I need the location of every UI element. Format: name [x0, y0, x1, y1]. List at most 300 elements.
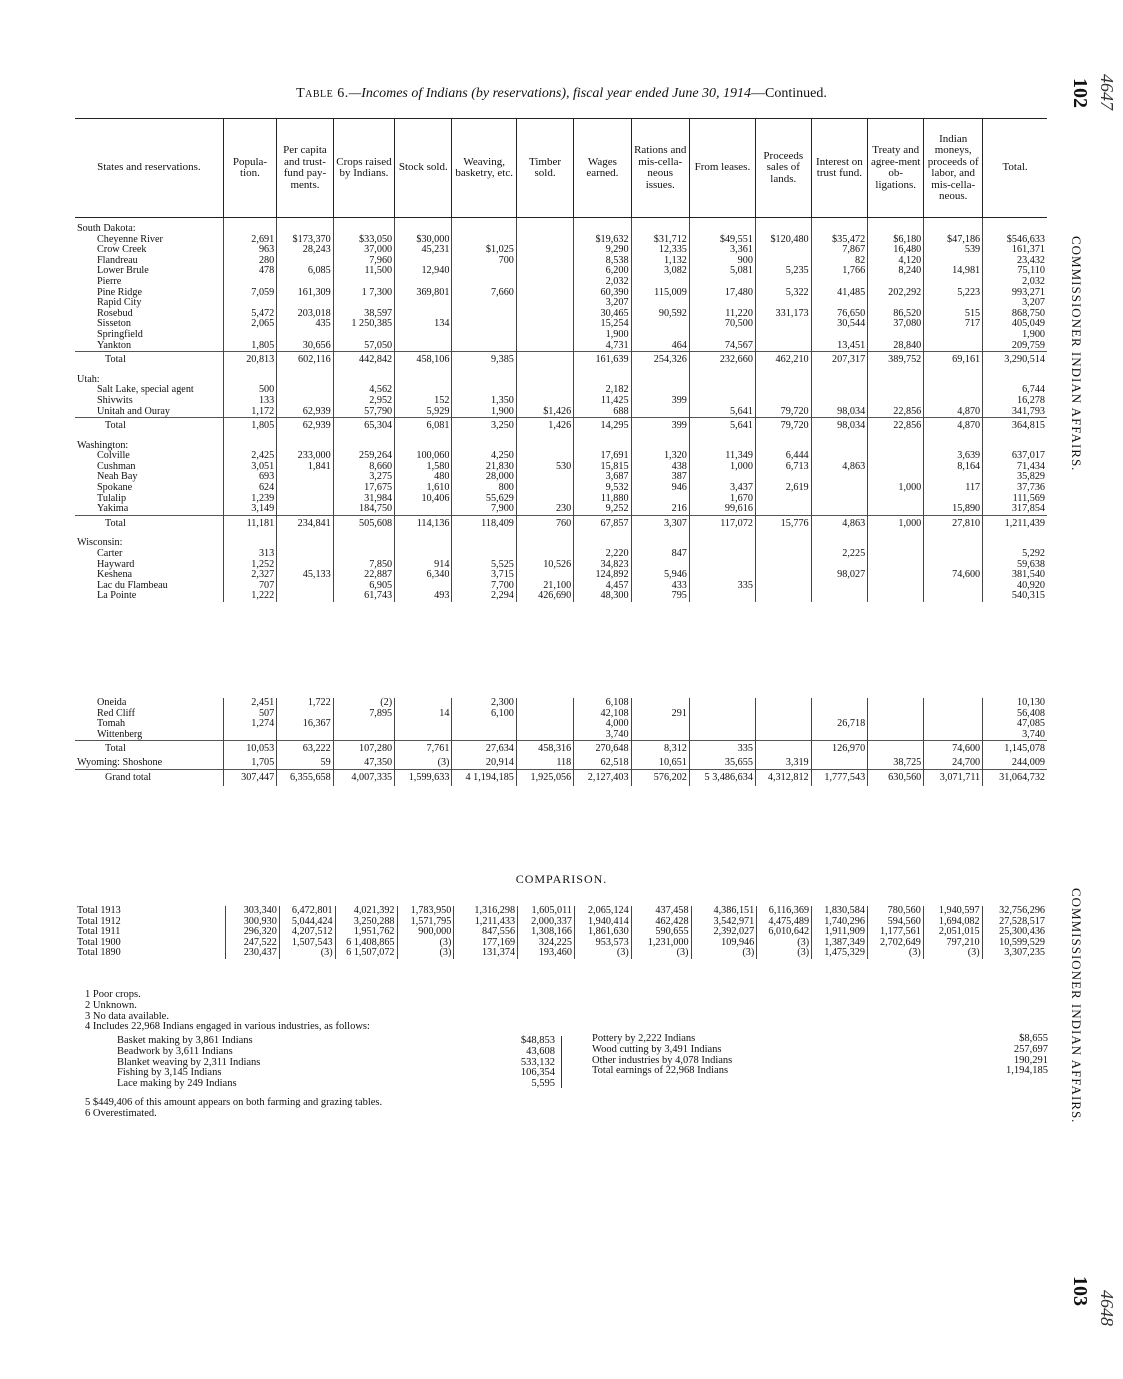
- table-cell: [755, 385, 811, 396]
- table-cell: [868, 277, 924, 288]
- table-cell: 478: [223, 266, 276, 277]
- table-cell: 152: [395, 396, 452, 407]
- table-cell: 1,694,082: [923, 917, 982, 928]
- table-cell: 1,350: [452, 396, 516, 407]
- table-cell: [452, 298, 516, 309]
- table-cell: [924, 396, 983, 407]
- table-cell: 1,900: [983, 330, 1047, 341]
- table-cell: 107,280: [333, 741, 394, 758]
- table-cell: [277, 330, 334, 341]
- table-cell: 296,320: [226, 927, 280, 938]
- table-cell: 4,731: [574, 341, 631, 352]
- table-cell: [277, 396, 334, 407]
- reservation-name: Neah Bay: [97, 471, 138, 483]
- table-cell: 760: [516, 515, 573, 532]
- table-cell: [924, 532, 983, 549]
- table-cell: 12,335: [631, 245, 689, 256]
- table-cell: [689, 698, 755, 709]
- table-cell: 539: [924, 245, 983, 256]
- state-name: Wisconsin:: [77, 537, 123, 549]
- table-cell: [689, 532, 755, 549]
- reservation-name: Wyoming: Shoshone: [77, 756, 163, 768]
- table-cell: 2,702,649: [867, 938, 923, 949]
- table-cell: [689, 218, 755, 235]
- table-cell: 630,560: [868, 769, 924, 786]
- reservation-name: Shivwits: [97, 394, 133, 406]
- table-cell: 9,252: [574, 504, 631, 515]
- industry-value: 257,697: [1013, 1043, 1048, 1055]
- table-cell: [868, 698, 924, 709]
- table-cell: 57,050: [333, 341, 394, 352]
- table-cell: 8,240: [868, 266, 924, 277]
- industry-label: Fishing by 3,145 Indians: [117, 1067, 222, 1079]
- table-cell: 1,387,349: [812, 938, 868, 949]
- table-cell: [868, 462, 924, 473]
- table-cell: 1,571,795: [397, 917, 454, 928]
- table-cell: 2,425: [223, 451, 276, 462]
- table-cell: [395, 277, 452, 288]
- table-cell: 442,842: [333, 352, 394, 369]
- table-cell: 6,713: [755, 462, 811, 473]
- table-cell: 717: [924, 319, 983, 330]
- industry-value: 106,354: [520, 1067, 555, 1079]
- table-cell: 590,655: [631, 927, 691, 938]
- table-cell: 25,300,436: [982, 927, 1047, 938]
- table-cell: [631, 319, 689, 330]
- table-cell: 109,946: [691, 938, 757, 949]
- table-cell: 5 3,486,634: [689, 769, 755, 786]
- table-cell: 11,500: [333, 266, 394, 277]
- page-number-bottom: 103: [1069, 1276, 1091, 1306]
- table-cell: 203,018: [277, 309, 334, 320]
- table-cell: [516, 288, 573, 299]
- table-cell: [631, 435, 689, 452]
- table-row: [75, 319, 1047, 330]
- table-cell: 79,720: [755, 418, 811, 435]
- table-cell: 1,740,296: [812, 917, 868, 928]
- table-cell: (3): [691, 948, 757, 959]
- reservation-name: Wittenberg: [97, 728, 143, 740]
- table-cell: 2,619: [755, 483, 811, 494]
- table-cell: [811, 330, 868, 341]
- table-cell: [277, 730, 334, 741]
- table-cell: 5,292: [983, 549, 1047, 560]
- table-cell: 1,000: [868, 483, 924, 494]
- industry-value: 1,194,185: [1006, 1065, 1048, 1077]
- table-cell: [516, 256, 573, 267]
- table-row: [75, 288, 1047, 299]
- table-body: [75, 218, 1047, 787]
- reservation-name: Keshena: [97, 569, 133, 581]
- table-cell: [333, 277, 394, 288]
- table-cell: [277, 218, 334, 235]
- table-cell: 3,715: [452, 570, 516, 581]
- table-cell: [868, 730, 924, 741]
- table-cell: 7,867: [811, 245, 868, 256]
- table-cell: 2,327: [223, 570, 276, 581]
- table-cell: 5,044,424: [279, 917, 335, 928]
- table-cell: (3): [397, 938, 454, 949]
- table-row: [75, 385, 1047, 396]
- footnotes-lower: [85, 1098, 382, 1120]
- table-cell: 98,034: [811, 418, 868, 435]
- comparison-name: Total 1911: [77, 926, 121, 938]
- table-cell: 3,687: [574, 472, 631, 483]
- column-header: Timber sold.: [516, 119, 573, 218]
- industry-label: Lace making by 249 Indians: [117, 1078, 237, 1090]
- table-cell: 45,133: [277, 570, 334, 581]
- table-cell: [811, 396, 868, 407]
- table-cell: [452, 435, 516, 452]
- table-cell: [516, 435, 573, 452]
- table-cell: [395, 341, 452, 352]
- table-cell: 458,106: [395, 352, 452, 369]
- table-cell: [452, 218, 516, 235]
- table-cell: 10,651: [631, 758, 689, 769]
- table-cell: [516, 266, 573, 277]
- table-cell: 1,940,597: [923, 906, 982, 917]
- table-cell: 61,743: [333, 591, 394, 602]
- table-cell: 3,437: [689, 483, 755, 494]
- table-cell: 405,049: [983, 319, 1047, 330]
- table-cell: 3,307: [631, 515, 689, 532]
- table-cell: 1,475,329: [812, 948, 868, 959]
- table-cell: 4,863: [811, 515, 868, 532]
- table-cell: 111,569: [983, 494, 1047, 505]
- table-cell: 1,805: [223, 418, 276, 435]
- table-cell: 6 1,408,865: [335, 938, 397, 949]
- column-header: Per capita and trust-fund pay-ments.: [277, 119, 334, 218]
- table-cell: 117: [924, 483, 983, 494]
- column-header: From leases.: [689, 119, 755, 218]
- table-cell: 530: [516, 462, 573, 473]
- table-cell: 1,599,633: [395, 769, 452, 786]
- industry-value: $8,655: [1019, 1033, 1048, 1044]
- table-cell: 74,600: [924, 741, 983, 758]
- table-cell: [452, 309, 516, 320]
- table-cell: [868, 504, 924, 515]
- table-cell: [689, 369, 755, 386]
- table-cell: 291: [631, 709, 689, 720]
- table-cell: [755, 591, 811, 602]
- table-cell: [811, 532, 868, 549]
- table-cell: 10,599,529: [982, 938, 1047, 949]
- table-cell: 693: [223, 472, 276, 483]
- table-cell: [277, 494, 334, 505]
- industry-label: Total earnings of 22,968 Indians: [592, 1065, 729, 1077]
- table-cell: 6,010,642: [757, 927, 812, 938]
- table-cell: 32,756,296: [982, 906, 1047, 917]
- table-cell: 62,518: [574, 758, 631, 769]
- table-cell: [755, 245, 811, 256]
- table-cell: [924, 730, 983, 741]
- table-cell: 3,082: [631, 266, 689, 277]
- table-cell: 2,451: [223, 698, 276, 709]
- reservation-name: Total: [75, 418, 223, 435]
- table-cell: [689, 396, 755, 407]
- table-cell: 1,316,298: [454, 906, 518, 917]
- table-cell: 114,136: [395, 515, 452, 532]
- table-cell: 6,905: [333, 581, 394, 592]
- table-cell: 21,830: [452, 462, 516, 473]
- table-cell: 161,371: [983, 245, 1047, 256]
- table-cell: 1,172: [223, 407, 276, 418]
- table-cell: 55,629: [452, 494, 516, 505]
- table-cell: 2,032: [983, 277, 1047, 288]
- table-cell: (3): [923, 948, 982, 959]
- table-cell: 1,231,000: [631, 938, 691, 949]
- table-cell: $546,633: [983, 235, 1047, 246]
- table-cell: 232,660: [689, 352, 755, 369]
- table-cell: [868, 709, 924, 720]
- table-cell: $1,426: [516, 407, 573, 418]
- table-cell: 270,648: [574, 741, 631, 758]
- table-cell: 133: [223, 396, 276, 407]
- table-cell: 259,264: [333, 451, 394, 462]
- table-cell: 1,777,543: [811, 769, 868, 786]
- table-cell: 59: [277, 758, 334, 769]
- table-cell: 15,776: [755, 515, 811, 532]
- table-cell: [223, 369, 276, 386]
- table-cell: 2,294: [452, 591, 516, 602]
- table-cell: 3,542,971: [691, 917, 757, 928]
- table-cell: 700: [452, 256, 516, 267]
- table-cell: [516, 330, 573, 341]
- table-cell: 37,736: [983, 483, 1047, 494]
- table-cell: 5,641: [689, 407, 755, 418]
- table-cell: [395, 369, 452, 386]
- table-cell: 15,254: [574, 319, 631, 330]
- table-cell: 202,292: [868, 288, 924, 299]
- table-cell: 300,930: [226, 917, 280, 928]
- table-cell: 75,110: [983, 266, 1047, 277]
- table-cell: 914: [395, 560, 452, 571]
- table-cell: [452, 341, 516, 352]
- table-cell: 59,638: [983, 560, 1047, 571]
- table-cell: [516, 235, 573, 246]
- table-cell: 27,528,517: [982, 917, 1047, 928]
- table-cell: 3,319: [755, 758, 811, 769]
- comparison-title: COMPARISON.: [515, 872, 608, 886]
- table-cell: [924, 369, 983, 386]
- table-cell: 41,485: [811, 288, 868, 299]
- table-row: [75, 698, 1047, 709]
- table-cell: 900: [689, 256, 755, 267]
- comparison-row: [75, 948, 1047, 959]
- table-cell: [689, 560, 755, 571]
- table-cell: 507: [223, 709, 276, 720]
- table-cell: 493: [395, 591, 452, 602]
- table-cell: [516, 298, 573, 309]
- table-cell: 1,830,584: [812, 906, 868, 917]
- table-cell: 3,207: [574, 298, 631, 309]
- comparison-name: Total 1912: [77, 915, 121, 927]
- table-cell: 1,605,011: [518, 906, 575, 917]
- table-cell: 847: [631, 549, 689, 560]
- table-cell: 14,295: [574, 418, 631, 435]
- table-cell: [516, 472, 573, 483]
- table-cell: 399: [631, 396, 689, 407]
- table-cell: [516, 709, 573, 720]
- table-cell: 16,278: [983, 396, 1047, 407]
- table-cell: [868, 549, 924, 560]
- table-cell: [811, 277, 868, 288]
- table-cell: 244,009: [983, 758, 1047, 769]
- table-cell: 1,940,414: [574, 917, 631, 928]
- industry-label: Other industries by 4,078 Indians: [592, 1054, 733, 1066]
- table-cell: 12,940: [395, 266, 452, 277]
- table-cell: 515: [924, 309, 983, 320]
- table-cell: 1,766: [811, 266, 868, 277]
- table-cell: [631, 330, 689, 341]
- table-cell: 79,720: [755, 407, 811, 418]
- table-cell: [631, 218, 689, 235]
- table-cell: [755, 330, 811, 341]
- table-cell: 10,526: [516, 560, 573, 571]
- table-cell: $6,180: [868, 235, 924, 246]
- table-cell: [755, 532, 811, 549]
- table-cell: 5,081: [689, 266, 755, 277]
- reservation-name: Pine Ridge: [97, 286, 142, 298]
- table-cell: [574, 435, 631, 452]
- table-cell: 1,426: [516, 418, 573, 435]
- table-cell: [631, 369, 689, 386]
- table-cell: [516, 719, 573, 730]
- table-cell: 4,870: [924, 407, 983, 418]
- table-cell: $173,370: [277, 235, 334, 246]
- table-cell: 500: [223, 385, 276, 396]
- table-cell: 28,840: [868, 341, 924, 352]
- table-cell: 1,861,630: [574, 927, 631, 938]
- table-cell: [811, 435, 868, 452]
- table-cell: 6,200: [574, 266, 631, 277]
- table-cell: 3,071,711: [924, 769, 983, 786]
- comparison-name: Total 1890: [77, 947, 121, 959]
- table-cell: 1,610: [395, 483, 452, 494]
- table-cell: 4,562: [333, 385, 394, 396]
- table-cell: [333, 330, 394, 341]
- column-header: Proceeds sales of lands.: [755, 119, 811, 218]
- table-cell: (3): [867, 948, 923, 959]
- table-cell: [924, 330, 983, 341]
- table-cell: [755, 570, 811, 581]
- table-row: [75, 266, 1047, 277]
- table-cell: [452, 730, 516, 741]
- table-cell: [516, 483, 573, 494]
- industry-label: Wood cutting by 3,491 Indians: [592, 1043, 722, 1055]
- table-cell: 11,220: [689, 309, 755, 320]
- table-cell: 4,475,489: [757, 917, 812, 928]
- table-cell: 22,856: [868, 407, 924, 418]
- column-header: Rations and mis-cella-neous issues.: [631, 119, 689, 218]
- table-cell: 900,000: [397, 927, 454, 938]
- table-cell: 63,222: [277, 741, 334, 758]
- table-cell: [631, 532, 689, 549]
- reservation-name: Total: [75, 515, 223, 532]
- table-cell: 797,210: [923, 938, 982, 949]
- table-cell: 20,813: [223, 352, 276, 369]
- table-cell: 2,225: [811, 549, 868, 560]
- reservation-name: Total: [75, 741, 223, 758]
- footnote-2: 2 Unknown.: [85, 999, 137, 1011]
- column-header: Wages earned.: [574, 119, 631, 218]
- table-cell: 69,161: [924, 352, 983, 369]
- table-cell: 37,000: [333, 245, 394, 256]
- table-cell: [924, 698, 983, 709]
- table-title: Table 6.—Incomes of Indians (by reservations), fiscal year ended June 30, 1914—Continued.: [296, 86, 827, 101]
- table-cell: 3,740: [983, 730, 1047, 741]
- table-cell: 7,761: [395, 741, 452, 758]
- table-cell: 7,895: [333, 709, 394, 720]
- table-cell: 6,744: [983, 385, 1047, 396]
- table-cell: 1,320: [631, 451, 689, 462]
- table-cell: [924, 591, 983, 602]
- table-cell: 1,000: [868, 515, 924, 532]
- column-header: Treaty and agree-ment ob-ligations.: [868, 119, 924, 218]
- table-cell: 3,307,235: [982, 948, 1047, 959]
- table-cell: [333, 719, 394, 730]
- table-cell: 1,252: [223, 560, 276, 571]
- table-cell: 1 7,300: [333, 288, 394, 299]
- table-cell: [811, 591, 868, 602]
- table-cell: [868, 369, 924, 386]
- table-cell: [516, 319, 573, 330]
- footnote-3: 3 No data available.: [85, 1010, 169, 1022]
- table-cell: [868, 560, 924, 571]
- table-cell: [223, 277, 276, 288]
- table-row: [75, 730, 1047, 741]
- table-cell: 3,275: [333, 472, 394, 483]
- table-cell: [755, 560, 811, 571]
- table-cell: 10,406: [395, 494, 452, 505]
- table-cell: [924, 435, 983, 452]
- table-cell: 426,690: [516, 591, 573, 602]
- comparison-row: [75, 906, 1047, 917]
- table-cell: [223, 532, 276, 549]
- table-cell: 90,592: [631, 309, 689, 320]
- table-cell: 2,065: [223, 319, 276, 330]
- reservation-name: Spokane: [97, 482, 133, 494]
- column-header: States and reservations.: [75, 119, 223, 218]
- table-cell: 1,507,543: [279, 938, 335, 949]
- table-cell: 1,925,056: [516, 769, 573, 786]
- table-cell: 45,231: [395, 245, 452, 256]
- table-cell: [452, 719, 516, 730]
- table-cell: [868, 330, 924, 341]
- table-cell: 17,480: [689, 288, 755, 299]
- table-cell: 7,900: [452, 504, 516, 515]
- table-cell: 16,480: [868, 245, 924, 256]
- table-cell: [755, 396, 811, 407]
- table-cell: 280: [223, 256, 276, 267]
- table-cell: 6 1,507,072: [335, 948, 397, 959]
- table-cell: 10,053: [223, 741, 276, 758]
- table-cell: 868,750: [983, 309, 1047, 320]
- table-cell: [277, 277, 334, 288]
- table-cell: [755, 341, 811, 352]
- table-cell: $49,551: [689, 235, 755, 246]
- table-cell: 4,021,392: [335, 906, 397, 917]
- table-cell: 303,340: [226, 906, 280, 917]
- column-header: Stock sold.: [395, 119, 452, 218]
- table-cell: [983, 435, 1047, 452]
- table-cell: 42,108: [574, 709, 631, 720]
- table-cell: [516, 352, 573, 369]
- table-cell: 7,700: [452, 581, 516, 592]
- table-cell: 27,810: [924, 515, 983, 532]
- table-cell: 3,740: [574, 730, 631, 741]
- table-cell: [755, 369, 811, 386]
